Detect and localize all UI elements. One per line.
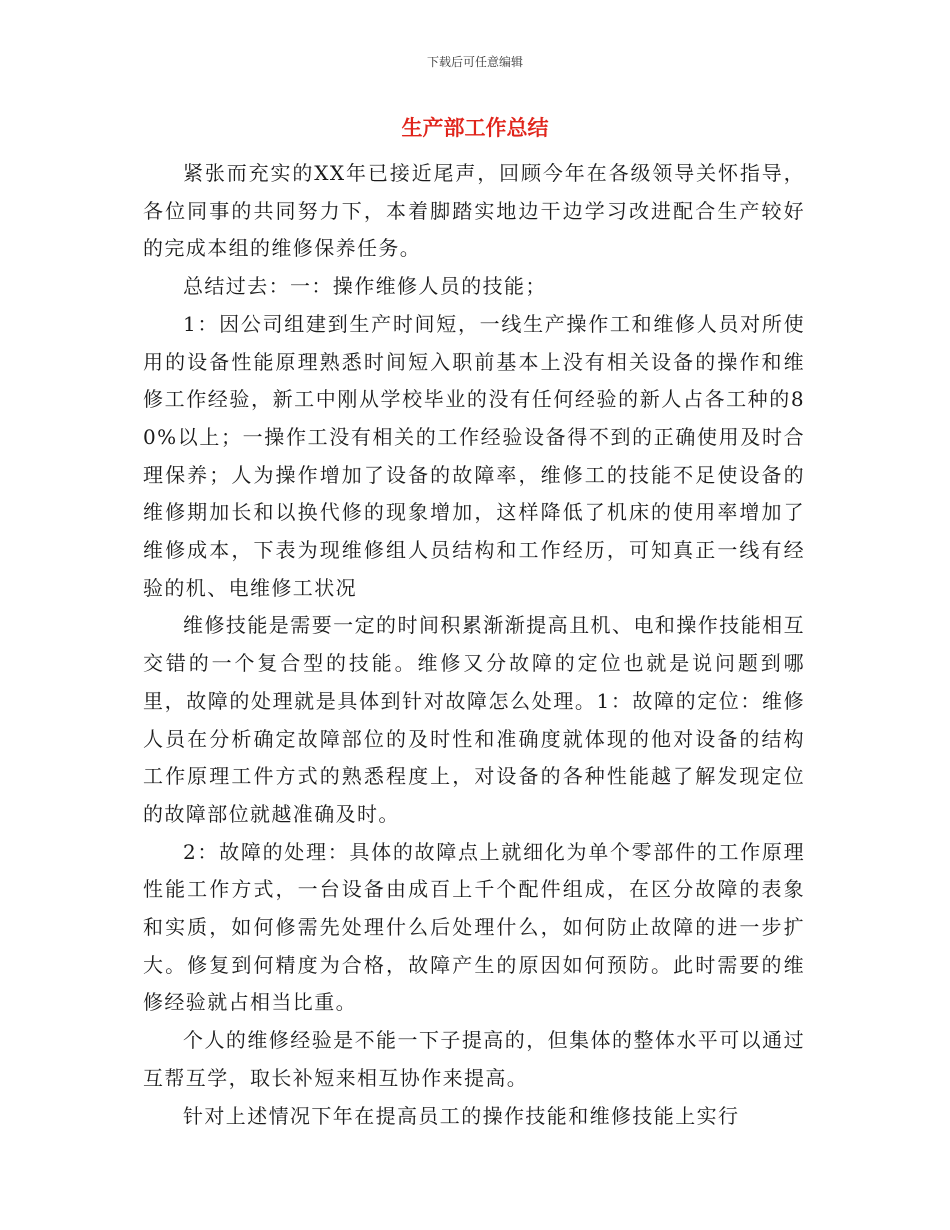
paragraph: 针对上述情况下年在提高员工的操作技能和维修技能上实行 bbox=[183, 1103, 740, 1128]
header-note: 下载后可任意编辑 bbox=[426, 55, 523, 69]
paragraph: 维修技能是需要一定的时间积累渐渐提高且机、电和操作技能相互交错的一个复合型的技能。维修又分故障的定位也就是说问题到哪里，故障的处理就是具体到针对故障怎么处理。1：故障的定位：维修人员在分析确定故障部位的及时性和准确度就体现的他对设备的结构工作原理工件方式的熟悉程度上，对设备的各种性能越了解发现定位的故障部位就越准确及时。 bbox=[143, 613, 805, 826]
paragraph: 紧张而充实的XX年已接近尾声，回顾今年在各级领导关怀指导，各位同事的共同努力下，本着脚踏实地边干边学习改进配合生产较好的完成本组的维修保养任务。 bbox=[143, 161, 805, 261]
paragraph: 个人的维修经验是不能一下子提高的，但集体的整体水平可以通过互帮互学，取长补短来相互协作来提高。 bbox=[143, 1028, 805, 1090]
paragraph: 2：故障的处理：具体的故障点上就细化为单个零部件的工作原理性能工作方式，一台设备由成百上千个配件组成，在区分故障的表象和实质，如何修需先处理什么后处理什么，如何防止故障的进一步扩大。修复到何精度为合格，故障产生的原因如何预防。此时需要的维修经验就占相当比重。 bbox=[143, 839, 805, 1015]
paragraph: 总结过去：一：操作维修人员的技能； bbox=[183, 274, 547, 299]
document-body bbox=[143, 155, 805, 1135]
document-title: 生产部工作总结 bbox=[401, 116, 549, 140]
paragraph: 1：因公司组建到生产时间短，一线生产操作工和维修人员对所使用的设备性能原理熟悉时间短入职前基本上没有相关设备的操作和维修工作经验，新工中刚从学校毕业的没有任何经验的新人占各工种的80%以上；一操作工没有相关的工作经验设备得不到的正确使用及时合理保养；人为操作增加了设备的故障率，维修工的技能不足使设备的维修期加长和以换代修的现象增加，这样降低了机床的使用率增加了维修成本，下表为现维修组人员结构和工作经历，可知真正一线有经验的机、电维修工状况 bbox=[143, 311, 805, 600]
